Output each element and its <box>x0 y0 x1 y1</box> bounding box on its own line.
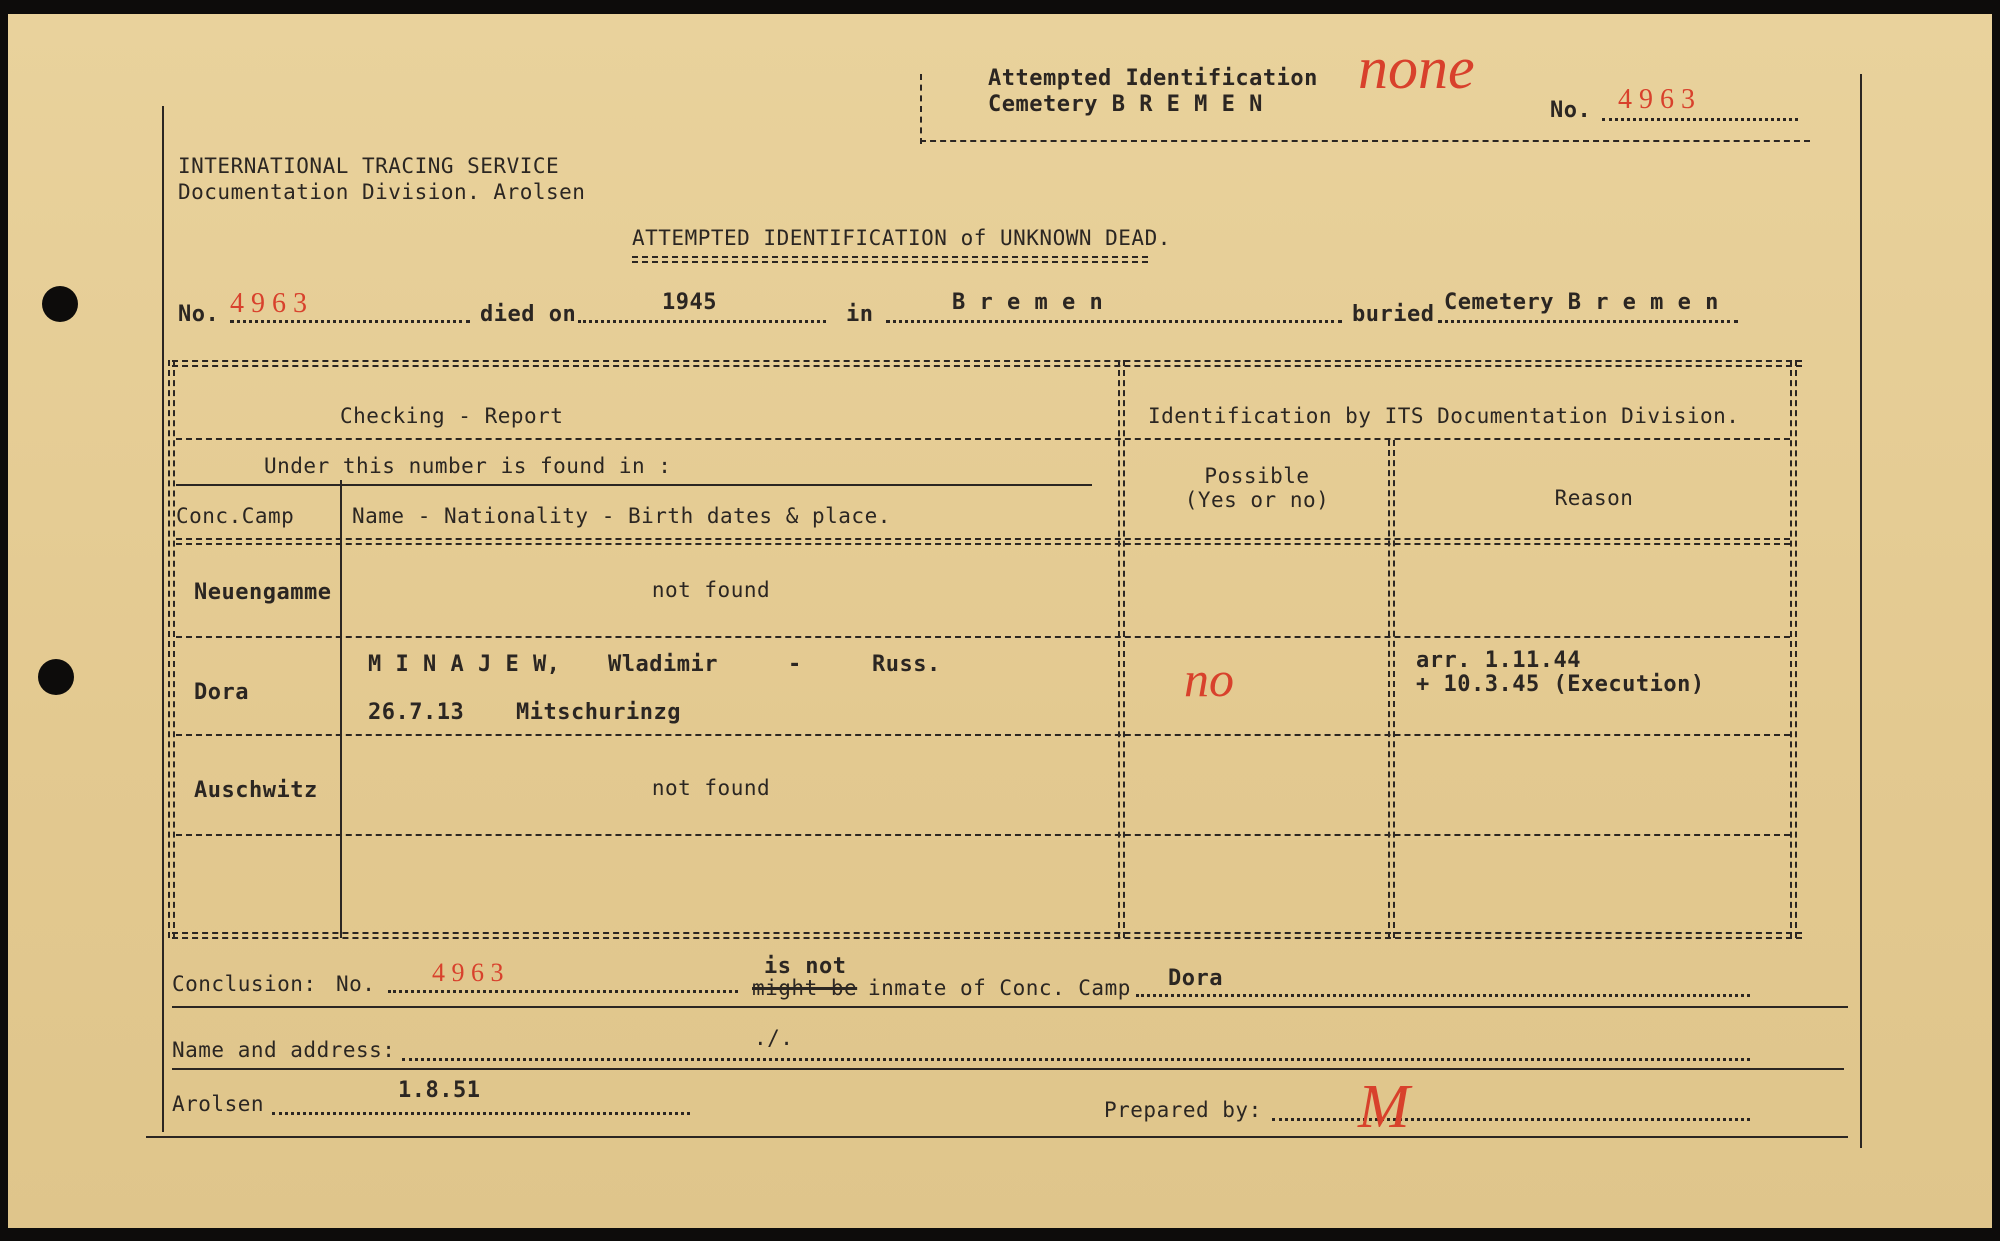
record-died-label: died on <box>480 302 577 327</box>
row-surname: M I N A J E W, <box>368 652 561 677</box>
conclusion-no-dots <box>388 990 738 993</box>
conclusion-camp: Dora <box>1168 966 1223 991</box>
name-address-dots <box>402 1058 1750 1061</box>
header-row-rule <box>176 438 1790 440</box>
conclusion-no-label: No. <box>336 972 376 996</box>
identification-header: Identification by ITS Documentation Division. <box>1148 404 1740 428</box>
row-camp: Auschwitz <box>194 778 318 803</box>
row-birthplace: Mitschurinzg <box>516 700 681 725</box>
conclusion-inmate-text: inmate of Conc. Camp <box>868 976 1131 1000</box>
table-possible-rule <box>1388 440 1395 938</box>
row-rule-2 <box>176 734 1790 736</box>
record-card <box>8 14 1992 1228</box>
found-in-label: Under this number is found in : <box>264 454 672 478</box>
header-no-label: No. <box>1550 98 1592 123</box>
footer-date-dots <box>272 1112 690 1115</box>
row-rule-3 <box>176 834 1790 836</box>
conclusion-is-not: is not <box>764 954 847 979</box>
row-firstname: Wladimir <box>608 652 718 677</box>
header-title-line1: Attempted Identification <box>988 66 1318 91</box>
conclusion-rule <box>172 1006 1848 1008</box>
row-name: not found <box>651 578 771 602</box>
row-camp: Dora <box>194 680 249 705</box>
name-address-rule <box>172 1068 1844 1070</box>
punch-hole-bottom <box>38 659 74 695</box>
header-no-value: 4 9 6 3 <box>1618 84 1695 115</box>
row-nationality: Russ. <box>872 652 941 677</box>
col-camp-header: Conc.Camp <box>176 504 295 528</box>
table-camp-rule <box>340 480 342 938</box>
found-in-rule <box>176 484 1092 486</box>
record-in-label: in <box>846 302 874 327</box>
footer-initials: M <box>1358 1073 1410 1141</box>
table-left-rule <box>168 360 175 938</box>
conclusion-no-value: 4 9 6 3 <box>432 958 504 987</box>
table-bottom-rule <box>172 932 1802 939</box>
doc-title-underline <box>632 256 1148 263</box>
row-reason-line2: + 10.3.45 (Execution) <box>1416 672 1705 697</box>
header-box-bottom <box>920 140 1810 142</box>
checking-report-header: Checking - Report <box>340 404 564 428</box>
row-birthdate: 26.7.13 <box>368 700 465 725</box>
col-possible-header-2: (Yes or no) <box>1184 488 1330 512</box>
org-line2: Documentation Division. Arolsen <box>178 180 586 204</box>
record-died-value: 1945 <box>662 290 717 315</box>
name-address-value: ./. <box>754 1026 794 1050</box>
col-name-header: Name - Nationality - Birth dates & place. <box>352 504 891 528</box>
org-line1: INTERNATIONAL TRACING SERVICE <box>178 154 560 178</box>
footer-date: 1.8.51 <box>398 1078 481 1103</box>
table-right-rule <box>1790 360 1797 938</box>
record-buried-label: buried <box>1352 302 1435 327</box>
record-no-dots <box>230 320 470 323</box>
table-top-rule <box>172 360 1802 367</box>
footer-prepared-dots <box>1272 1118 1750 1121</box>
conclusion-struck: might be <box>752 976 858 1000</box>
frame-right-border <box>1860 74 1862 1148</box>
record-buried-value: Cemetery B r e m e n <box>1444 290 1719 315</box>
footer-place: Arolsen <box>172 1092 265 1116</box>
row-reason-line1: arr. 1.11.44 <box>1416 648 1581 673</box>
conclusion-camp-dots <box>1136 994 1750 997</box>
header-no-dots <box>1602 118 1798 121</box>
row-camp: Neuengamme <box>194 580 332 605</box>
record-no-value: 4 9 6 3 <box>230 288 307 319</box>
record-in-value: B r e m e n <box>952 290 1104 315</box>
record-no-label: No. <box>178 302 220 327</box>
frame-bottom-border <box>146 1136 1848 1138</box>
row-dash: - <box>788 652 802 677</box>
header-annotation-none: none <box>1358 35 1475 101</box>
header-title-line2: Cemetery B R E M E N <box>988 92 1263 117</box>
col-reason-header: Reason <box>1554 486 1634 510</box>
frame-left-border <box>162 106 164 1132</box>
header-box-left <box>920 74 922 144</box>
record-in-dots <box>886 320 1342 323</box>
conclusion-label: Conclusion: <box>172 972 317 996</box>
name-address-label: Name and address: <box>172 1038 396 1062</box>
footer-prepared-label: Prepared by: <box>1104 1098 1262 1122</box>
record-buried-dots <box>1438 320 1738 323</box>
row-rule-1 <box>176 636 1790 638</box>
punch-hole-top <box>42 286 78 322</box>
table-mid-rule <box>1118 360 1125 938</box>
row-possible-value: no <box>1184 651 1234 707</box>
doc-title: ATTEMPTED IDENTIFICATION of UNKNOWN DEAD. <box>632 226 1171 250</box>
record-died-dots <box>578 320 826 323</box>
col-possible-header-1: Possible <box>1204 464 1310 488</box>
row-name: not found <box>651 776 771 800</box>
column-header-rule <box>176 538 1790 545</box>
